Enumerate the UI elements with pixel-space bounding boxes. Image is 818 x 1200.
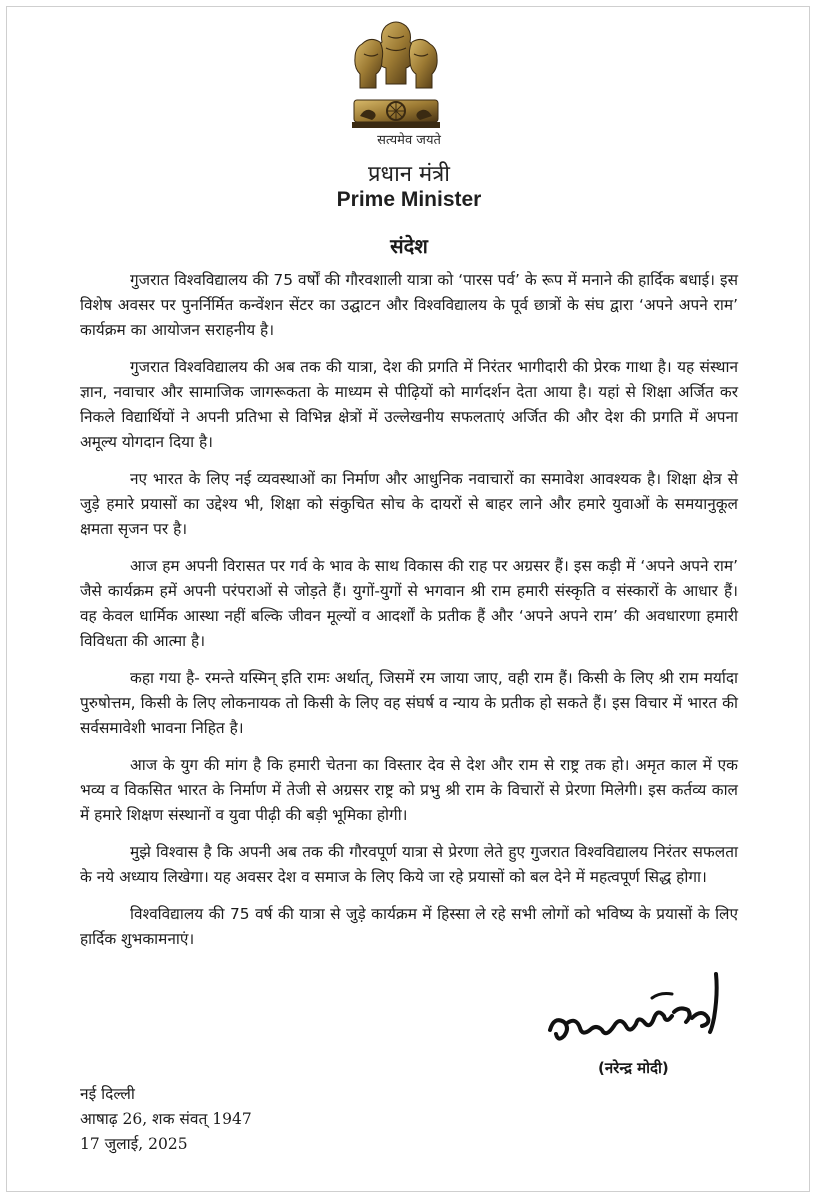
message-paragraph: मुझे विश्वास है कि अपनी अब तक की गौरवपूर्ण यात्रा से प्रेरणा लेते हुए गुजरात विश्वविद्यालय निरंतर सफलता के नये अध्याय लिखेगा। यह अवसर देश व समाज के लिए किये जा रहे प्रयासों को बल देने में महत्वपूर्ण सिद्ध होगा। — [80, 843, 738, 886]
message-heading: संदेश — [390, 234, 428, 258]
emblem-motto: सत्यमेव जयते — [377, 133, 441, 148]
message-paragraph: कहा गया है- रमन्ते यस्मिन् इति रामः अर्थात्, जिसमें रम जाया जाए, वही राम हैं। किसी के लिए श्री राम मर्यादा पुरुषोत्तम, किसी के लिए लोकनायक तो किसी के लिए वह संघर्ष व न्याय के प्रतीक हो सकते हैं। इस विचार में भारत की सर्वसमावेशी भावना निहित है। — [80, 669, 738, 737]
place-and-date — [80, 1082, 252, 1157]
message-body — [80, 268, 738, 964]
handwritten-signature — [544, 968, 734, 1058]
message-paragraph: आज हम अपनी विरासत पर गर्व के भाव के साथ विकास की राह पर अग्रसर हैं। इस कड़ी में ‘अपने अपने राम’ जैसे कार्यक्रम हमें अपनी परंपराओं से जोड़ते हैं। युगों-युगों से भगवान श्री राम हमारी संस्कृति व संस्कारों के आधार हैं। वह केवल धार्मिक आस्था नहीं बल्कि जीवन मूल्यों व आदर्शों के प्रतीक हैं और ‘अपने अपने राम’ की अवधारणा हमारी विविधता की आत्मा है। — [80, 557, 738, 650]
message-paragraph: गुजरात विश्वविद्यालय की 75 वर्षों की गौरवशाली यात्रा को ‘पारस पर्व’ के रूप में मनाने की हार्दिक बधाई। इस विशेष अवसर पर पुनर्निर्मित कन्वेंशन सेंटर का उद्घाटन और विश्वविद्यालय के पूर्व छात्रों के संघ द्वारा ‘अपने अपने राम’ कार्यक्रम का आयोजन सराहनीय है। — [80, 271, 738, 339]
office-title-hindi: प्रधान मंत्री — [368, 162, 450, 187]
signatory-name: (नरेन्द्र मोदी) — [598, 1059, 669, 1077]
office-title-english: Prime Minister — [336, 188, 482, 211]
place: नई दिल्ली — [80, 1085, 135, 1103]
date-saka: आषाढ़ 26, शक संवत् 1947 — [80, 1110, 252, 1128]
date-gregorian: 17 जुलाई, 2025 — [80, 1135, 188, 1153]
message-paragraph: गुजरात विश्वविद्यालय की अब तक की यात्रा, देश की प्रगति में निरंतर भागीदारी की प्रेरक गाथा है। यह संस्थान ज्ञान, नवाचार और सामाजिक जागरूकता के माध्यम से पीढ़ियों को मार्गदर्शन देता आया है। यहां से शिक्षा अर्जित कर निकले विद्यार्थियों ने अपनी प्रतिभा से विभिन्न क्षेत्रों में उल्लेखनीय सफलताएं अर्जित की और देश की प्रगति में अपना अमूल्य योगदान दिया है। — [80, 358, 738, 451]
message-paragraph: आज के युग की मांग है कि हमारी चेतना का विस्तार देव से देश और राम से राष्ट्र तक हो। अमृत काल में एक भव्य व विकसित भारत के निर्माण में तेजी से अग्रसर राष्ट्र को प्रभु श्री राम के विचारों से प्रेरणा मिलेगी। इस कर्तव्य काल में हमारे शिक्षण संस्थानों व युवा पीढ़ी की बड़ी भूमिका होगी। — [80, 756, 738, 824]
message-paragraph: विश्वविद्यालय की 75 वर्ष की यात्रा से जुड़े कार्यक्रम में हिस्सा ले रहे सभी लोगों को भविष्य के प्रयासों के लिए हार्दिक शुभकामनाएं। — [80, 905, 738, 948]
national-emblem-icon — [342, 18, 450, 140]
message-paragraph: नए भारत के लिए नई व्यवस्थाओं का निर्माण और आधुनिक नवाचारों का समावेश आवश्यक है। शिक्षा क्षेत्र से जुड़े हमारे प्रयासों का उद्देश्य भी, शिक्षा को संकुचित सोच के दायरों से बाहर लाने और हमारे युवाओं के समयानुकूल क्षमता सृजन पर है। — [80, 470, 738, 538]
